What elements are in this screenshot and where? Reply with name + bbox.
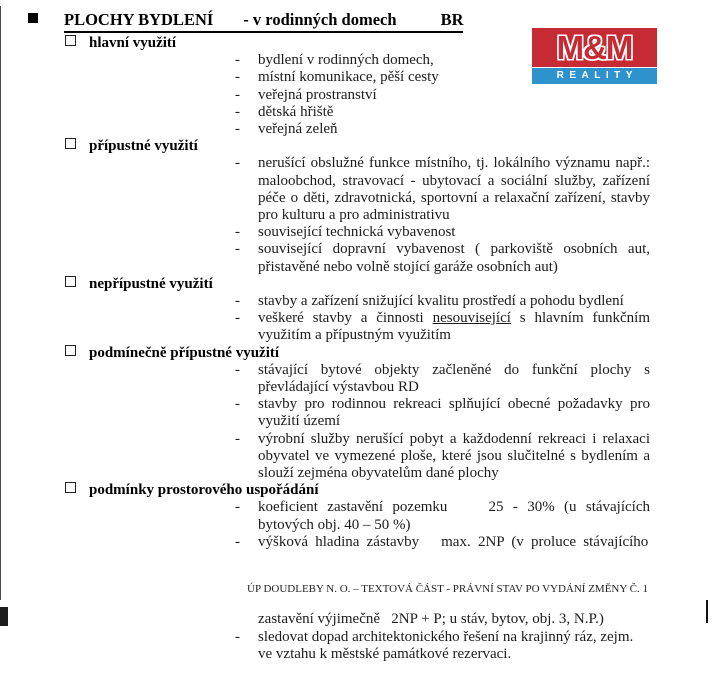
list-item-text: výšková hladina zástavby max. 2NP (v proluce stávajícího <box>258 533 649 550</box>
list-item-text: stávající bytové objekty začleněné do funkční plochy s převládající výstavbou RD <box>258 361 650 395</box>
section-heading <box>0 138 716 155</box>
section-heading <box>0 35 716 52</box>
dash-bullet: - <box>235 396 240 413</box>
logo-reality-text: REALITY <box>556 70 638 81</box>
list-item-text: koeficient zastavění pozemku 25 - 30% (u stávajících bytových obj. 40 – 50 %) <box>258 499 650 533</box>
list-item <box>235 104 716 121</box>
list-item <box>235 362 716 396</box>
list-item <box>235 224 716 241</box>
section-heading-label: podmínky prostorového uspořádání <box>89 482 319 499</box>
list-item-text: dětská hřiště <box>258 103 334 120</box>
list-item-text: stavby a zařízení snižující kvalitu prostředí a pohodu bydlení <box>258 293 624 309</box>
page-footer: ÚP DOUDLEBY N. O. – TEXTOVÁ ČÁST - PRÁVNÍ STAV PO VYDÁNÍ ZMĚNY Č. 1 <box>247 583 648 595</box>
dash-bullet: - <box>235 241 240 258</box>
list-item <box>235 155 716 224</box>
continuation-line: zastavění výjimečně 2NP + P; u stáv, bytov, obj. 3, N.P.) <box>258 611 604 627</box>
list-item <box>235 52 716 69</box>
logo-mm-text: M&M <box>556 29 633 66</box>
list-item <box>235 534 716 551</box>
section-heading <box>0 482 716 499</box>
section <box>0 482 716 551</box>
empty-square-bullet-icon <box>65 345 76 356</box>
dash-bullet: - <box>235 103 240 120</box>
dash-bullet: - <box>235 628 240 645</box>
underlined-text: nesouvisející <box>432 310 511 327</box>
empty-square-bullet-icon <box>65 276 76 287</box>
list-item-text: stavby pro rodinnou rekreaci splňující obecné požadavky pro využití území <box>258 396 650 430</box>
list-item-text: místní komunikace, pěší cesty <box>258 69 439 86</box>
dash-bullet: - <box>235 121 240 137</box>
list-item <box>235 431 716 483</box>
empty-square-bullet-icon <box>65 138 76 149</box>
dash-bullet: - <box>235 224 240 241</box>
section <box>0 35 716 138</box>
list-item-text: sledovat dopad architektonického řešení na krajinný ráz, zejm. ve vztahu k městské památkové rezervaci. <box>258 628 634 663</box>
list-item-text: veřejná prostranství <box>258 86 377 103</box>
section-heading-label: podmínečně přípustné využití <box>89 344 280 361</box>
dash-bullet: - <box>235 69 240 86</box>
scan-corner-mark <box>0 607 8 626</box>
section <box>0 345 716 483</box>
document-body <box>0 35 716 551</box>
section <box>0 138 716 276</box>
dash-bullet: - <box>235 533 240 550</box>
next-page-fragment <box>235 611 647 664</box>
scan-right-mark <box>706 600 708 623</box>
section-heading <box>0 345 716 362</box>
list-item <box>235 499 716 533</box>
section-heading <box>0 276 716 293</box>
document-title-row <box>28 10 463 33</box>
list-item <box>235 396 716 430</box>
dash-bullet: - <box>235 293 240 309</box>
list-item <box>235 241 716 275</box>
list-item-text: související technická vybavenost <box>258 224 456 241</box>
list-item-text: bydlení v rodinných domech, <box>258 52 434 69</box>
list-item <box>235 293 716 310</box>
dash-bullet: - <box>235 499 240 516</box>
page-title <box>64 10 463 33</box>
list-item-text: související dopravní vybavenost ( parkoviště osobních aut, přistavěné nebo volně stojící garáže osobních aut) <box>258 241 650 275</box>
section-heading-label: nepřípustné využití <box>89 275 213 292</box>
empty-square-bullet-icon <box>65 482 76 493</box>
list-item <box>235 87 716 104</box>
filled-square-bullet-icon <box>28 13 38 23</box>
title-main: PLOCHY BYDLENÍ <box>64 10 214 29</box>
section-heading-label: hlavní využití <box>89 35 177 51</box>
dash-bullet: - <box>235 86 240 103</box>
section <box>0 276 716 345</box>
dash-bullet: - <box>235 310 240 327</box>
list-item-text: veškeré stavby a činnosti nesouvisející s hlavním funkčním využitím a přípustným využitím <box>258 310 650 344</box>
dash-bullet: - <box>235 361 240 378</box>
list-item-text: výrobní služby nerušící pobyt a každodenní rekreaci i relaxaci obyvatel ve vymezené ploše, které jsou slučitelné s bydlením a slouží zejména obyvatelům dané plochy <box>258 430 650 482</box>
title-code: BR <box>440 10 464 29</box>
dash-bullet: - <box>235 155 240 172</box>
section-heading-label: přípustné využití <box>89 138 198 155</box>
empty-square-bullet-icon <box>65 35 76 46</box>
list-item <box>235 310 716 344</box>
list-item <box>235 121 716 138</box>
list-item-text: veřejná zeleň <box>258 121 338 137</box>
dash-bullet: - <box>235 430 240 447</box>
title-subtitle: - v rodinných domech <box>243 10 397 29</box>
dash-bullet: - <box>235 52 240 69</box>
list-item <box>235 69 716 86</box>
list-item <box>235 629 647 664</box>
list-item-text: nerušící obslužné funkce místního, tj. lokálního významu např.: maloobchod, stravovací - ubytovací a sociální služby, zařízení péče o děti, zdravotnická, sportovní a relaxační zařízení, stavby pro kulturu a pro administrativu <box>258 155 650 223</box>
